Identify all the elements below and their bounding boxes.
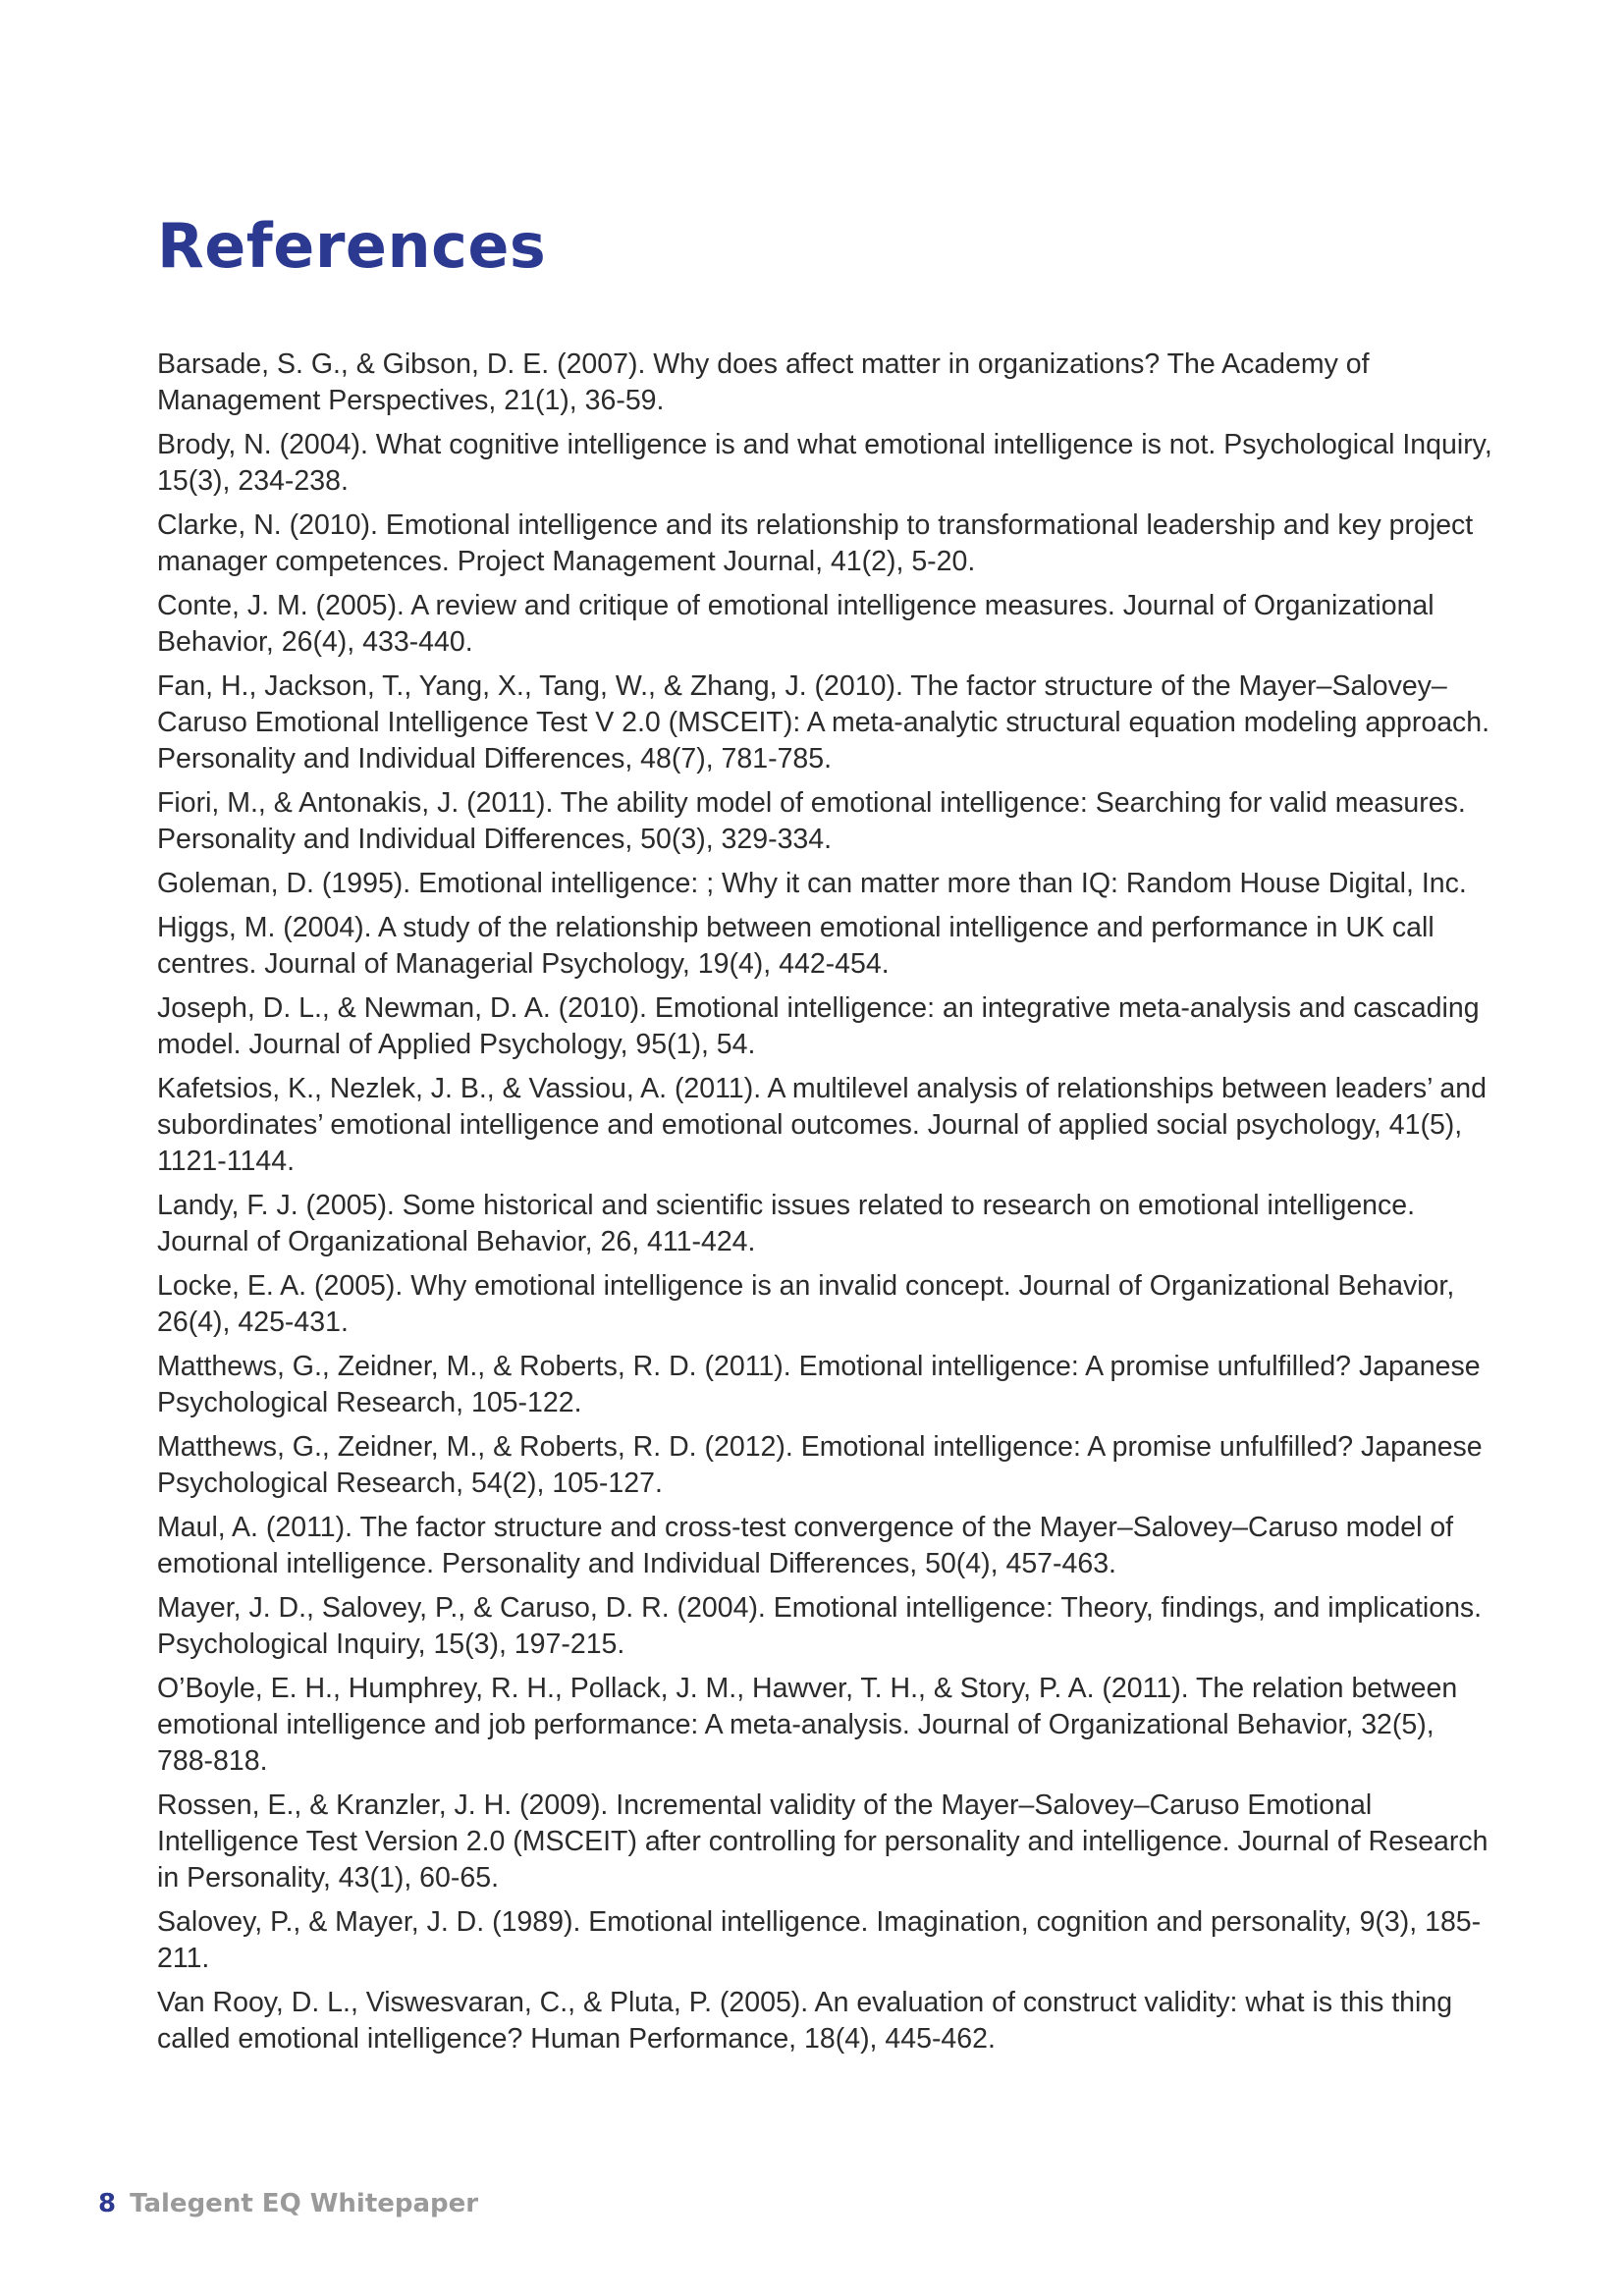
reference-item: Landy, F. J. (2005). Some historical and scientific issues related to research on emotional intelligence. Journal of Organizational Behavior, 26, 411-424.	[157, 1190, 1416, 1257]
reference-item: O’Boyle, E. H., Humphrey, R. H., Pollack, J. M., Hawver, T. H., & Story, P. A. (2011). The relation between emotional intelligence and job performance: A meta-analysis. Journal of Organizational Behavior, 32(5), 788-818.	[157, 1673, 1458, 1777]
reference-item: Joseph, D. L., & Newman, D. A. (2010). Emotional intelligence: an integrative meta-analysis and cascading model. Journal of Applied Psychology, 95(1), 54.	[157, 992, 1480, 1060]
reference-item: Van Rooy, D. L., Viswesvaran, C., & Pluta, P. (2005). An evaluation of construct validity: what is this thing called emotional intelligence? Human Performance, 18(4), 445-462.	[157, 1987, 1453, 2055]
reference-list	[157, 347, 1492, 2065]
document-title: Talegent EQ Whitepaper	[130, 2189, 479, 2218]
reference-item: Locke, E. A. (2005). Why emotional intelligence is an invalid concept. Journal of Organizational Behavior, 26(4), 425-431.	[157, 1270, 1455, 1338]
reference-item: Goleman, D. (1995). Emotional intelligence: ; Why it can matter more than IQ: Random House Digital, Inc.	[157, 868, 1467, 899]
page-number: 8	[98, 2189, 117, 2218]
reference-item: Matthews, G., Zeidner, M., & Roberts, R. D. (2012). Emotional intelligence: A promise unfulfilled? Japanese Psychological Research, 54(2), 105-127.	[157, 1431, 1483, 1499]
reference-item: Salovey, P., & Mayer, J. D. (1989). Emotional intelligence. Imagination, cognition and personality, 9(3), 185-211.	[157, 1906, 1482, 1974]
reference-item: Higgs, M. (2004). A study of the relationship between emotional intelligence and performance in UK call centres. Journal of Managerial Psychology, 19(4), 442-454.	[157, 912, 1435, 980]
reference-item: Mayer, J. D., Salovey, P., & Caruso, D. R. (2004). Emotional intelligence: Theory, findings, and implications. Psychological Inquiry, 15(3), 197-215.	[157, 1592, 1483, 1660]
reference-item: Brody, N. (2004). What cognitive intelligence is and what emotional intelligence is not. Psychological Inquiry, 15(3), 234-238.	[157, 429, 1492, 497]
page-footer	[98, 2191, 478, 2216]
reference-item: Maul, A. (2011). The factor structure and cross-test convergence of the Mayer–Salovey–Caruso model of emotional intelligence. Personality and Individual Differences, 50(4), 457-463.	[157, 1512, 1454, 1579]
reference-item: Kafetsios, K., Nezlek, J. B., & Vassiou, A. (2011). A multilevel analysis of relationships between leaders’ and subordinates’ emotional intelligence and emotional outcomes. Journal of applied social psychology, 41(5), 1121-1144.	[157, 1073, 1487, 1177]
reference-item: Barsade, S. G., & Gibson, D. E. (2007). Why does affect matter in organizations? The Academy of Management Perspectives, 21(1), 36-59.	[157, 348, 1370, 416]
reference-item: Clarke, N. (2010). Emotional intelligence and its relationship to transformational leadership and key project manager competences. Project Management Journal, 41(2), 5-20.	[157, 509, 1474, 577]
reference-item: Matthews, G., Zeidner, M., & Roberts, R. D. (2011). Emotional intelligence: A promise unfulfilled? Japanese Psychological Research, 105-122.	[157, 1351, 1481, 1418]
reference-item: Conte, J. M. (2005). A review and critique of emotional intelligence measures. Journal of Organizational Behavior, 26(4), 433-440.	[157, 590, 1435, 658]
page-title: References	[157, 210, 547, 282]
reference-item: Fiori, M., & Antonakis, J. (2011). The ability model of emotional intelligence: Searching for valid measures. Personality and Individual Differences, 50(3), 329-334.	[157, 787, 1466, 855]
reference-item: Rossen, E., & Kranzler, J. H. (2009). Incremental validity of the Mayer–Salovey–Caruso Emotional Intelligence Test Version 2.0 (MSCEIT) after controlling for personality and intelligence. Journal of Research in Personality, 43(1), 60-65.	[157, 1789, 1489, 1894]
reference-item: Fan, H., Jackson, T., Yang, X., Tang, W., & Zhang, J. (2010). The factor structure of the Mayer–Salovey–Caruso Emotional Intelligence Test V 2.0 (MSCEIT): A meta-analytic structural equation modeling approach. Personality and Individual Differences, 48(7), 781-785.	[157, 670, 1490, 774]
